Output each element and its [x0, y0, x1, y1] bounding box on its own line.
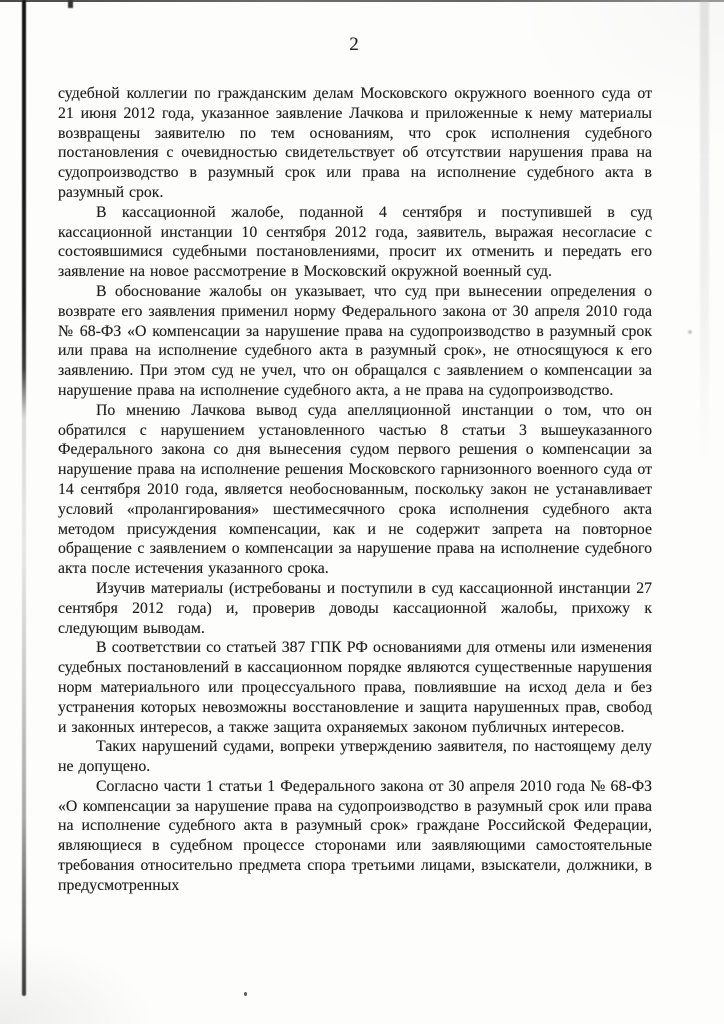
scan-speck [244, 992, 247, 996]
paragraph: Таких нарушений судами, вопреки утверждению заявителя, по настоящему делу не допущено. [58, 738, 652, 776]
scan-right-smudge [700, 0, 709, 460]
document-body [58, 84, 652, 896]
scan-left-edge-line [22, 0, 26, 996]
paragraph: По мнению Лачкова вывод суда апелляционной инстанции о том, что он обратился с нарушением установленного частью 8 статьи 3 вышеуказанного Федерального закона со дня вынесения судом первого решения о компенсации за нарушение права на исполнение решения Московского гарнизонного военного суда от 14 сентября 2010 года, является необоснованным, поскольку закон не устанавливает условий «пролангирования» шестимесячного срока исполнения судебного акта методом присуждения компенсации, как и не содержит запрета на повторное обращение с заявлением о компенсации за нарушение права на исполнение судебного акта после истечения указанного срока. [58, 401, 652, 578]
page-number: 2 [349, 34, 359, 55]
scan-top-tick-mark [68, 0, 73, 8]
paragraph: Изучив материалы (истребованы и поступили в суд кассационной инстанции 27 сентября 2012 года) и, проверив доводы кассационной жалобы, прихожу к следующим выводам. [58, 579, 652, 637]
paragraph-continuation: судебной коллегии по гражданским делам Московского окружного военного суда от 21 июня 2012 года, указанное заявление Лачкова и приложенные к нему материалы возвращены заявителю по тем основаниям, что срок исполнения судебного постановления с очевидностью свидетельствует об отсутствии нарушения права на судопроизводство в разумный срок или права на исполнение судебного акта в разумный срок. [58, 85, 652, 201]
paragraph: В обоснование жалобы он указывает, что суд при вынесении определения о возврате его заявления применил норму Федерального закона от 30 апреля 2010 года № 68-ФЗ «О компенсации за нарушение права на судопроизводство в разумный срок или права на исполнение судебного акта в разумный срок», не относящуюся к его заявлению. При этом суд не учел, что он обращался с заявлением о компенсации за нарушение права на исполнение судебного акта, а не права на судопроизводство. [58, 282, 652, 399]
scan-top-edge-line [0, 0, 724, 2]
paragraph: Согласно части 1 статьи 1 Федерального закона от 30 апреля 2010 года № 68-ФЗ «О компенсации за нарушение права на судопроизводство в разумный срок или права на исполнение судебного акта в разумный срок» граждане Российской Федерации, являющиеся в судебном процессе сторонами или заявляющими самостоятельные требования относительно предмета спора третьими лицами, взыскатели, должники, в предусмотренных [58, 777, 652, 894]
scan-speck [688, 330, 692, 334]
paragraph: В соответствии со статьей 387 ГПК РФ основаниями для отмены или изменения судебных постановлений в кассационном порядке являются существенные нарушения норм материального или процессуального права, повлиявшие на исход дела и без устранения которых невозможны восстановление и защита нарушенных прав, свобод и законных интересов, а также защита охраняемых законом публичных интересов. [58, 639, 652, 736]
paragraph: В кассационной жалобе, поданной 4 сентября и поступившей в суд кассационной инстанции 10 сентября 2012 года, заявитель, выражая несогласие с состоявшимися судебными постановлениями, просит их отменить и передать его заявление на новое рассмотрение в Московский окружной военный суд. [58, 203, 652, 281]
